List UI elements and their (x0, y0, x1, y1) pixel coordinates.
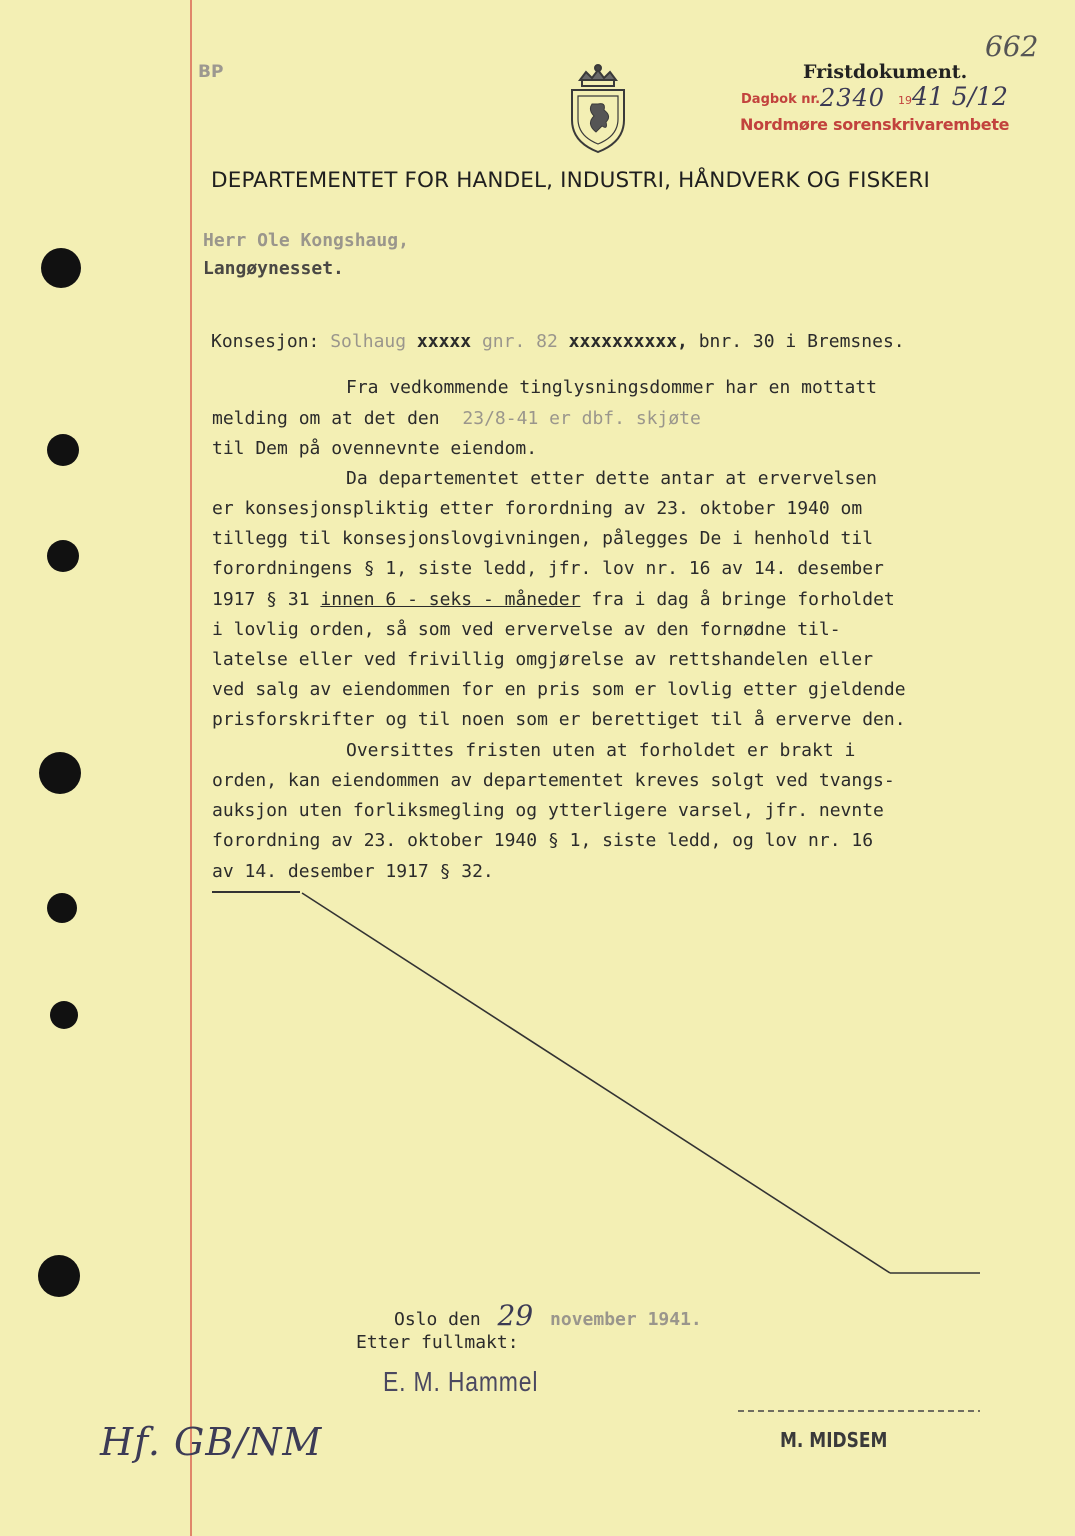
body-line: er konsesjonspliktig etter forordning av 23. oktober 1940 om (212, 498, 863, 519)
signature-midsem: M. MIDSEM (780, 1428, 888, 1452)
recipient-name: Herr Ole Kongshaug, (203, 230, 409, 251)
body-line: forordningens § 1, siste ledd, jfr. lov nr. 16 av 14. desember (212, 558, 884, 579)
handwritten-annotation: Hf. GB/NM (100, 1420, 323, 1464)
gnr-value: gnr. 82 (481, 331, 558, 352)
closing-date (394, 1299, 702, 1332)
body-text: melding om at det den (212, 408, 440, 429)
document-type: Fristdokument. (803, 61, 968, 83)
body-line: av 14. desember 1917 § 32. (212, 861, 494, 882)
recipient-place: Langøynesset. (203, 258, 344, 279)
body-line: orden, kan eiendommen av departementet kreves solgt ved tvangs- (212, 770, 895, 791)
konsesjon-label: Konsesjon: (211, 331, 320, 352)
body-line: i lovlig orden, så som ved ervervelse av den fornødne til- (212, 619, 841, 640)
page-number: 662 (985, 30, 1039, 63)
body-line: til Dem på ovennevnte eiendom. (212, 438, 538, 459)
bnr-location: bnr. 30 i Bremsnes. (698, 331, 905, 352)
dagbok-number: 2340 (820, 84, 886, 112)
closing-month-year: november 1941. (550, 1309, 702, 1330)
signature-hammel: E. M. Hammel (383, 1366, 539, 1397)
initials: BP (198, 62, 224, 82)
body-line: forordning av 23. oktober 1940 § 1, siste ledd, og lov nr. 16 (212, 830, 874, 851)
body-line: latelse eller ved frivillig omgjørelse av rettshandelen eller (212, 649, 874, 670)
body-line: Da departementet etter dette antar at ervervelsen (346, 468, 878, 489)
closing-day: 29 (497, 1299, 534, 1332)
body-line: auksjon uten forliksmegling og ytterligere varsel, jfr. nevnte (212, 800, 884, 821)
struck-text: xxxxxxxxxx, (568, 331, 688, 352)
dagbok-year-prefix: 19 (898, 94, 912, 107)
deadline-underlined: innen 6 - seks - måneder (320, 589, 581, 610)
body-line: Oversittes fristen uten at forholdet er brakt i (346, 740, 856, 761)
closing-place: Oslo den (394, 1309, 481, 1330)
authority-line: Etter fullmakt: (356, 1332, 519, 1353)
body-line: prisforskrifter og til noen som er berettiget til å erverve den. (212, 709, 906, 730)
dagbok-date: 41 5/12 (912, 82, 1008, 111)
body-line: tillegg til konsesjonslovgivningen, pålegges De i henhold til (212, 528, 874, 549)
body-text: fra i dag å bringe forholdet (591, 589, 895, 610)
body-text: 1917 § 31 (212, 589, 310, 610)
office-stamp: Nordmøre sorenskrivarembete (740, 115, 1010, 134)
dagbok-label: Dagbok nr. (741, 92, 821, 107)
body-line: ved salg av eiendommen for en pris som er lovlig etter gjeldende (212, 679, 906, 700)
body-line: Fra vedkommende tinglysningsdommer har en mottatt (346, 377, 878, 398)
property-name: Solhaug (330, 331, 407, 352)
struck-text: xxxxx (416, 331, 472, 352)
deed-date: 23/8-41 er dbf. skjøte (462, 408, 701, 429)
department-heading: DEPARTEMENTET FOR HANDEL, INDUSTRI, HÅNDVERK OG FISKERI (211, 168, 930, 193)
